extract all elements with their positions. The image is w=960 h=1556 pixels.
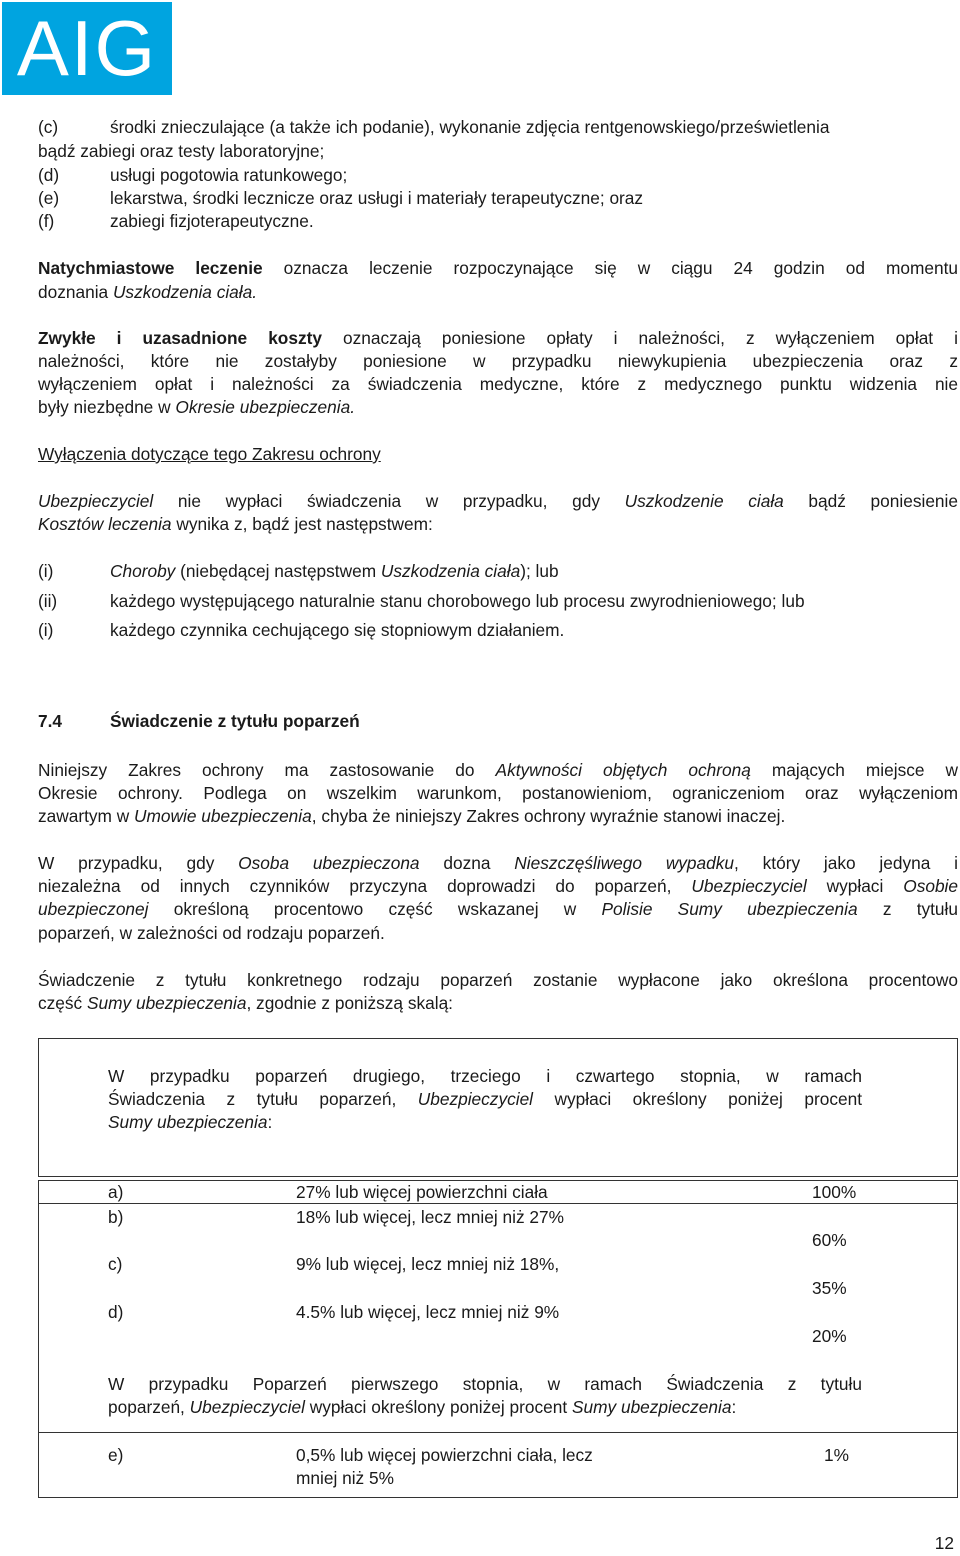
paragraph-line xyxy=(38,805,958,829)
table-cell-mark: c) xyxy=(108,1254,123,1274)
first-degree-line: W przypadku Poparzeń pierwszego stopnia, w ramach Świadczenia z tytułu xyxy=(108,1374,862,1394)
text: bądź poniesienie xyxy=(783,491,958,511)
definition-line xyxy=(38,350,958,374)
exclusion-item xyxy=(38,560,958,584)
paragraph-line xyxy=(38,759,958,783)
list-text xyxy=(110,560,559,584)
definition-text: doznania xyxy=(38,282,113,302)
defined-term-ref: Ubezpieczyciel xyxy=(417,1089,534,1109)
table-cell-desc: 18% lub więcej, lecz mniej niż 27% xyxy=(296,1207,564,1227)
list-marker: (e) xyxy=(38,188,60,208)
list-item xyxy=(38,210,958,234)
table-cell-desc: 27% lub więcej powierzchni ciała xyxy=(296,1182,548,1202)
first-degree-line xyxy=(108,1396,736,1420)
paragraph-line xyxy=(38,992,958,1016)
definition-text: były niezbędne w xyxy=(38,397,176,417)
defined-term-ref: Aktywności objętych ochroną xyxy=(495,760,751,780)
table-cell-pct: 20% xyxy=(812,1326,847,1346)
text: W przypadku, gdy xyxy=(38,853,239,873)
text: , chyba że niniejszy Zakres ochrony wyraźnie stanowi inaczej. xyxy=(311,806,786,826)
table-cell-pct: 35% xyxy=(812,1278,847,1298)
table-cell-pct: 1% xyxy=(824,1445,849,1465)
section-number: 7.4 xyxy=(38,711,63,731)
definition-line xyxy=(38,396,958,420)
box-line: W przypadku poparzeń drugiego, trzeciego i czwartego stopnia, w ramach xyxy=(108,1066,862,1086)
defined-term-ref: Polisie Sumy ubezpieczenia xyxy=(601,899,858,919)
exclusion-item xyxy=(38,590,958,614)
text: niezależna od innych czynników przyczyna doprowadzi do poparzeń, xyxy=(38,876,692,896)
defined-term-ref: Sumy ubezpieczenia xyxy=(108,1112,268,1132)
defined-term-ref: ubezpieczonej xyxy=(38,899,149,919)
table-rule xyxy=(39,1432,957,1433)
list-text: bądź zabiegi oraz testy laboratoryjne; xyxy=(38,141,325,161)
list-marker: (i) xyxy=(38,620,54,640)
definition-text: należności, które nie zostałyby poniesione w przypadku niewykupienia ubezpieczenia oraz z xyxy=(38,351,958,371)
definition-text: oznacza leczenie rozpoczynające się w ciągu 24 godzin od momentu xyxy=(262,258,959,278)
text: Niniejszy Zakres ochrony ma zastosowanie do xyxy=(38,760,496,780)
definition-line xyxy=(38,327,958,351)
defined-term-ref: Sumy ubezpieczenia xyxy=(571,1397,732,1417)
list-text: każdego występującego naturalnie stanu chorobowego lub procesu zwyrodnieniowego; lub xyxy=(110,591,805,611)
text: część xyxy=(38,993,87,1013)
definition-line xyxy=(38,257,958,281)
defined-term-ref: Uszkodzenia ciała. xyxy=(112,282,258,302)
text: dozna xyxy=(419,853,515,873)
table-cell-pct: 60% xyxy=(812,1230,847,1250)
list-text: zabiegi fizjoterapeutyczne. xyxy=(110,211,314,231)
table-cell-mark: b) xyxy=(108,1207,124,1227)
table-cell-desc: 4.5% lub więcej, lecz mniej niż 9% xyxy=(296,1302,560,1322)
table-cell-desc: 9% lub więcej, lecz mniej niż 18%, xyxy=(296,1254,560,1274)
defined-term-ref: Ubezpieczyciel xyxy=(38,491,154,511)
list-item xyxy=(38,116,958,140)
definition-text: oznaczają poniesione opłaty i należności, z wyłączeniem opłat i xyxy=(321,328,958,348)
defined-term-ref: Ubezpieczyciel xyxy=(189,1397,305,1417)
text: Okresie ochrony. Podlega on wszelkim warunkom, postanowieniom, ograniczeniom oraz wyłączeniom xyxy=(38,783,958,803)
defined-term-ref: Nieszczęśliwego wypadku xyxy=(514,853,735,873)
page-number: 12 xyxy=(934,1533,954,1553)
text: wypłaci określony poniżej procent xyxy=(533,1089,862,1109)
exclusions-intro-line xyxy=(38,513,958,537)
list-marker: (d) xyxy=(38,165,60,185)
text: wypłaci określony poniżej procent xyxy=(304,1397,572,1417)
list-marker: (f) xyxy=(38,211,55,231)
text: : xyxy=(267,1112,273,1132)
text: wynika z, bądź jest następstwem: xyxy=(171,514,433,534)
text: nie wypłaci świadczenia w przypadku, gdy xyxy=(153,491,625,511)
text: poparzeń, w zależności od rodzaju poparzeń. xyxy=(38,923,385,943)
text: (niebędącej następstwem xyxy=(175,561,381,581)
scale-intro-box xyxy=(38,1038,958,1177)
defined-term-ref: Choroby xyxy=(110,561,176,581)
definition-line xyxy=(38,281,958,305)
defined-term-ref: Osoba ubezpieczona xyxy=(238,853,420,873)
text: Świadczenie z tytułu konkretnego rodzaju poparzeń zostanie wypłacone jako określona procentowo xyxy=(38,970,958,990)
burn-scale-table xyxy=(38,1180,958,1498)
table-cell-desc: mniej niż 5% xyxy=(296,1468,394,1488)
list-marker: (c) xyxy=(38,117,59,137)
table-cell-mark: a) xyxy=(108,1182,124,1202)
paragraph-line xyxy=(38,969,958,993)
defined-term: Natychmiastowe leczenie xyxy=(38,258,263,278)
paragraph-line xyxy=(38,782,958,806)
paragraph-line xyxy=(38,875,958,899)
definition-line xyxy=(38,373,958,397)
text: ); lub xyxy=(520,561,559,581)
paragraph-line xyxy=(38,898,958,922)
list-text: środki znieczulające (a także ich podanie), wykonanie zdjęcia rentgenowskiego/prześwietlenia xyxy=(110,117,830,137)
table-cell-mark: d) xyxy=(108,1302,124,1322)
table-cell-mark: e) xyxy=(108,1445,124,1465)
defined-term-ref: Umowie ubezpieczenia xyxy=(134,806,312,826)
text: , zgodnie z poniższą skalą: xyxy=(246,993,453,1013)
section-title: Świadczenie z tytułu poparzeń xyxy=(110,711,360,731)
section-heading xyxy=(38,710,360,734)
list-item xyxy=(38,187,958,211)
text: Świadczenia z tytułu poparzeń, xyxy=(108,1089,418,1109)
box-line xyxy=(108,1111,272,1135)
text: wypłaci xyxy=(806,876,904,896)
list-text: usługi pogotowia ratunkowego; xyxy=(110,165,348,185)
text: mających miejsce w xyxy=(750,760,958,780)
text: zawartym w xyxy=(38,806,135,826)
list-text: każdego czynnika cechującego się stopniowym działaniem. xyxy=(110,620,565,640)
list-text: lekarstwa, środki lecznicze oraz usługi i materiały terapeutyczne; oraz xyxy=(110,188,644,208)
box-line xyxy=(108,1088,862,1112)
aig-logo: AIG xyxy=(2,2,172,95)
paragraph-line xyxy=(38,922,958,946)
list-item xyxy=(38,164,958,188)
exclusion-item xyxy=(38,619,958,643)
exclusions-heading: Wyłączenia dotyczące tego Zakresu ochrony xyxy=(38,444,381,464)
text: określoną procentowo część wskazanej w xyxy=(148,899,602,919)
defined-term-ref: Osobie xyxy=(903,876,959,896)
defined-term: Zwykłe i uzasadnione koszty xyxy=(38,328,322,348)
definition-text: wyłączeniem opłat i należności za świadczenia medyczne, które z medycznego punktu widzenia nie xyxy=(38,374,958,394)
exclusions-intro-line xyxy=(38,490,958,514)
text: , który jako jedyna i xyxy=(734,853,959,873)
table-cell-pct: 100% xyxy=(812,1182,857,1202)
defined-term-ref: Okresie ubezpieczenia. xyxy=(175,397,356,417)
table-cell-desc: 0,5% lub więcej powierzchni ciała, lecz xyxy=(296,1445,593,1465)
list-marker: (i) xyxy=(38,561,54,581)
defined-term-ref: Kosztów leczenia xyxy=(38,514,172,534)
text: poparzeń, xyxy=(108,1397,190,1417)
defined-term-ref: Uszkodzenia ciała xyxy=(380,561,521,581)
text: z tytułu xyxy=(857,899,958,919)
defined-term-ref: Uszkodzenie ciała xyxy=(624,491,784,511)
list-marker: (ii) xyxy=(38,591,58,611)
text: : xyxy=(731,1397,737,1417)
defined-term-ref: Sumy ubezpieczenia xyxy=(86,993,247,1013)
list-item xyxy=(38,140,958,164)
defined-term-ref: Ubezpieczyciel xyxy=(691,876,807,896)
paragraph-line xyxy=(38,852,958,876)
